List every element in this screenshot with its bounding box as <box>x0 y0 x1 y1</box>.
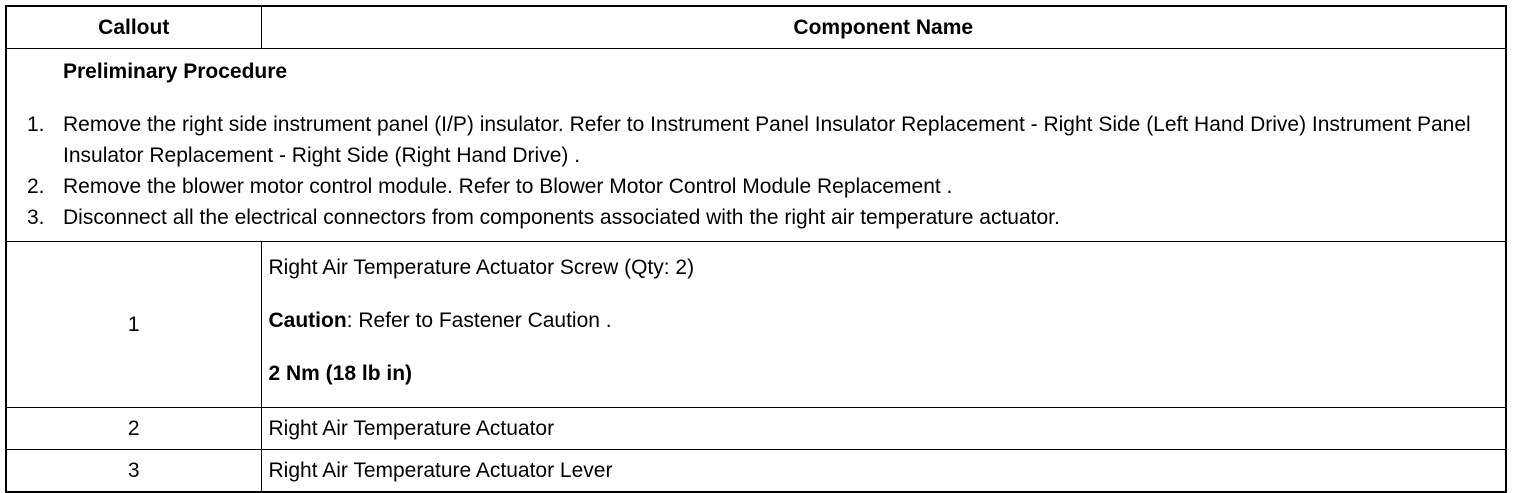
component-name: Right Air Temperature Actuator Screw (Qty: 2) <box>268 256 695 279</box>
step-number: 3. <box>27 206 45 229</box>
caution-note <box>269 307 1499 335</box>
step-number: 1. <box>27 113 45 136</box>
component-name-cell: Right Air Temperature Actuator <box>261 408 1506 450</box>
caution-label: Caution <box>268 309 347 332</box>
preliminary-steps <box>7 109 1505 233</box>
table-row <box>6 408 1506 450</box>
callout-cell: 3 <box>6 450 261 493</box>
component-name-cell <box>261 242 1506 408</box>
table-row <box>6 242 1506 408</box>
header-callout: Callout <box>6 6 261 49</box>
torque-spec: 2 Nm (18 lb in) <box>268 362 413 385</box>
caution-text: : Refer to Fastener Caution . <box>346 309 612 332</box>
step-text: Remove the right side instrument panel (I/P) insulator. Refer to Instrument Panel Insulator Replacement - Right Side (Left Hand Drive) Instrument Panel Insulator Replacement - Right Side (Right Hand Drive) . <box>63 113 1471 167</box>
header-component-name: Component Name <box>261 6 1506 49</box>
preliminary-step <box>7 171 1505 202</box>
callout-cell: 1 <box>6 242 261 408</box>
component-table <box>5 5 1507 493</box>
preliminary-title: Preliminary Procedure <box>63 60 288 83</box>
preliminary-row <box>6 49 1506 242</box>
callout-cell: 2 <box>6 408 261 450</box>
step-number: 2. <box>27 175 45 198</box>
preliminary-step <box>7 202 1505 233</box>
step-text: Remove the blower motor control module. Refer to Blower Motor Control Module Replacement . <box>63 175 953 198</box>
step-text: Disconnect all the electrical connectors from components associated with the right air temperature actuator. <box>63 206 1060 229</box>
preliminary-step <box>7 109 1505 171</box>
preliminary-cell <box>6 49 1506 242</box>
component-name-cell: Right Air Temperature Actuator Lever <box>261 450 1506 493</box>
header-row <box>6 6 1506 49</box>
